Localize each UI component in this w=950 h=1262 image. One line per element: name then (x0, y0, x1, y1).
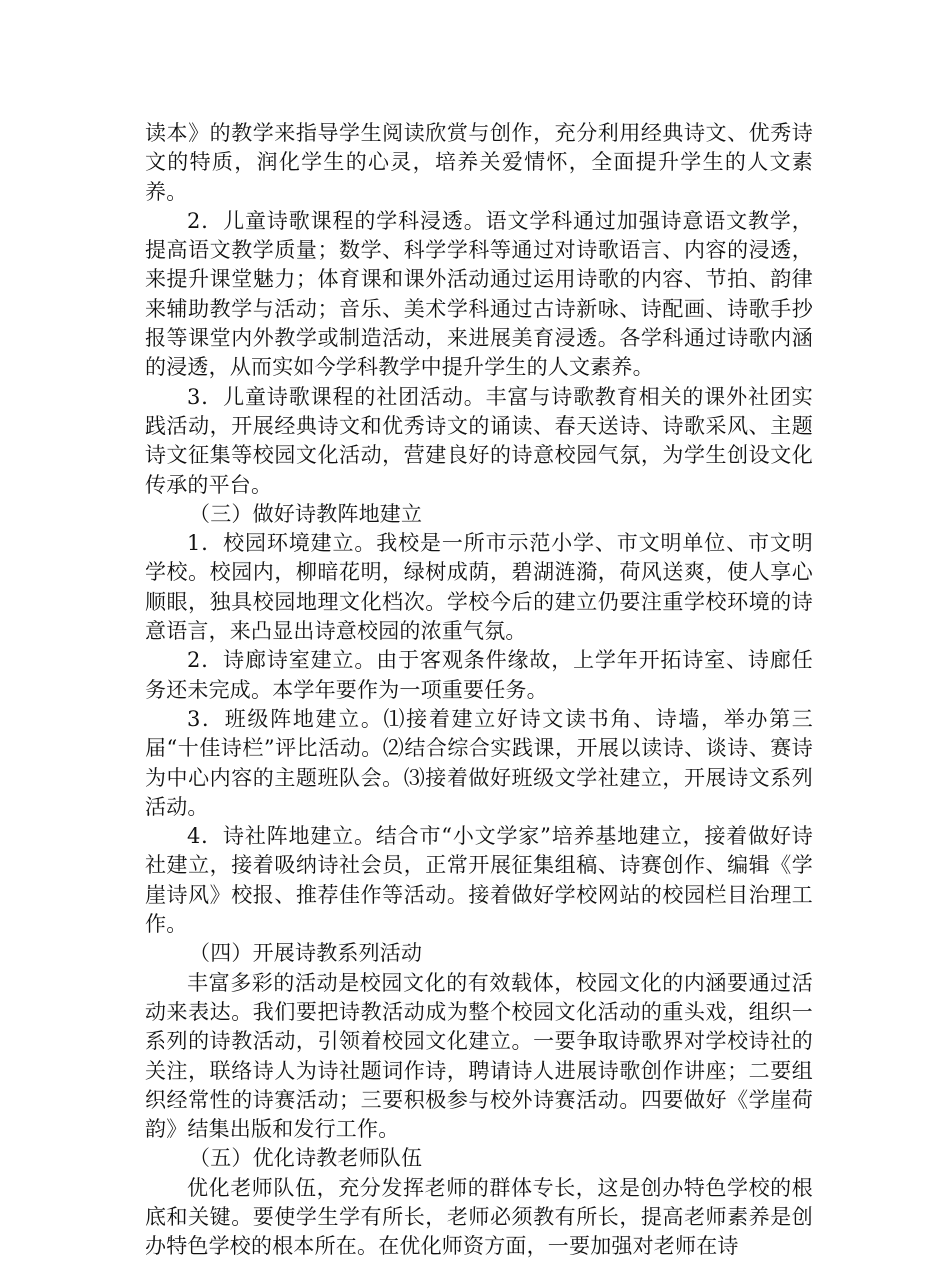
paragraph-class-positions: 3．班级阵地建立。⑴接着建立好诗文读书角、诗墙，举办第三届“十佳诗栏”评比活动。⑵结合综合实践课，开展以读诗、谈诗、赛诗为中心内容的主题班队会。⑶接着做好班级文学社建立，开展诗文系列活动。 (145, 706, 813, 819)
paragraph-continuation: 读本》的教学来指导学生阅读欣赏与创作，充分利用经典诗文、优秀诗文的特质，润化学生的心灵，培养关爱情怀，全面提升学生的人文素养。 (145, 121, 813, 204)
paragraph-teacher-team: 优化老师队伍，充分发挥老师的群体专长，这是创办特色学校的根底和关键。要使学生学有所长，老师必须教有所长，提高老师素养是创办特色学校的根本所在。在优化师资方面，一要加强对老师在诗 (145, 1175, 813, 1259)
paragraph-poetry-club: 4．诗社阵地建立。结合市“小文学家”培养基地建立，接着做好诗社建立，接着吸纳诗社会员，正常开展征集组稿、诗赛创作、编辑《学崖诗风》校报、推荐佳作等活动。接着做好学校网站的校园栏目治理工作。 (145, 824, 813, 937)
paragraph-club-activities: 3．儿童诗歌课程的社团活动。丰富与诗歌教育相关的课外社团实践活动，开展经典诗文和优秀诗文的诵读、春天送诗、诗歌采风、主题诗文征集等校园文化活动，营建良好的诗意校园气氛，为学生创设文化传承的平台。 (145, 384, 813, 497)
paragraph-activities: 丰富多彩的活动是校园文化的有效载体，校园文化的内涵要通过活动来表达。我们要把诗教活动成为整个校园文化活动的重头戏，组织一系列的诗教活动，引领着校园文化建立。一要争取诗歌界对学校诗社的关注，联络诗人为诗社题词作诗，聘请诗人进展诗歌创作讲座；二要组织经常性的诗赛活动；三要积极参与校外诗赛活动。四要做好《学崖荷韵》结集出版和发行工作。 (145, 970, 813, 1142)
document-page (145, 119, 813, 1262)
section-heading-3: （三）做好诗教阵地建立 (189, 501, 423, 526)
paragraph-subject-infiltration: 2．儿童诗歌课程的学科浸透。语文学科通过加强诗意语文教学，提高语文教学质量；数学、科学学科等通过对诗歌语言、内容的浸透，来提升课堂魅力；体育课和课外活动通过运用诗歌的内容、节拍、韵律来辅助教学与活动；音乐、美术学科通过古诗新咏、诗配画、诗歌手抄报等课堂内外教学或制造活动，来进展美育浸透。各学科通过诗歌内涵的浸透，从而实如今学科教学中提升学生的人文素养。 (145, 208, 813, 380)
paragraph-campus-environment: 1．校园环境建立。我校是一所市示范小学、市文明单位、市文明学校。校园内，柳暗花明，绿树成荫，碧湖涟漪，荷风送爽，使人享心顺眼，独具校园地理文化档次。学校今后的建立仍要注重学校环境的诗意语言，来凸显出诗意校园的浓重气氛。 (145, 531, 813, 644)
section-heading-4: （四）开展诗教系列活动 (189, 941, 423, 966)
paragraph-poetry-corridor: 2．诗廊诗室建立。由于客观条件缘故，上学年开拓诗室、诗廊任务还未完成。本学年要作为一项重要任务。 (145, 648, 813, 702)
section-heading-5: （五）优化诗教老师队伍 (189, 1146, 423, 1171)
